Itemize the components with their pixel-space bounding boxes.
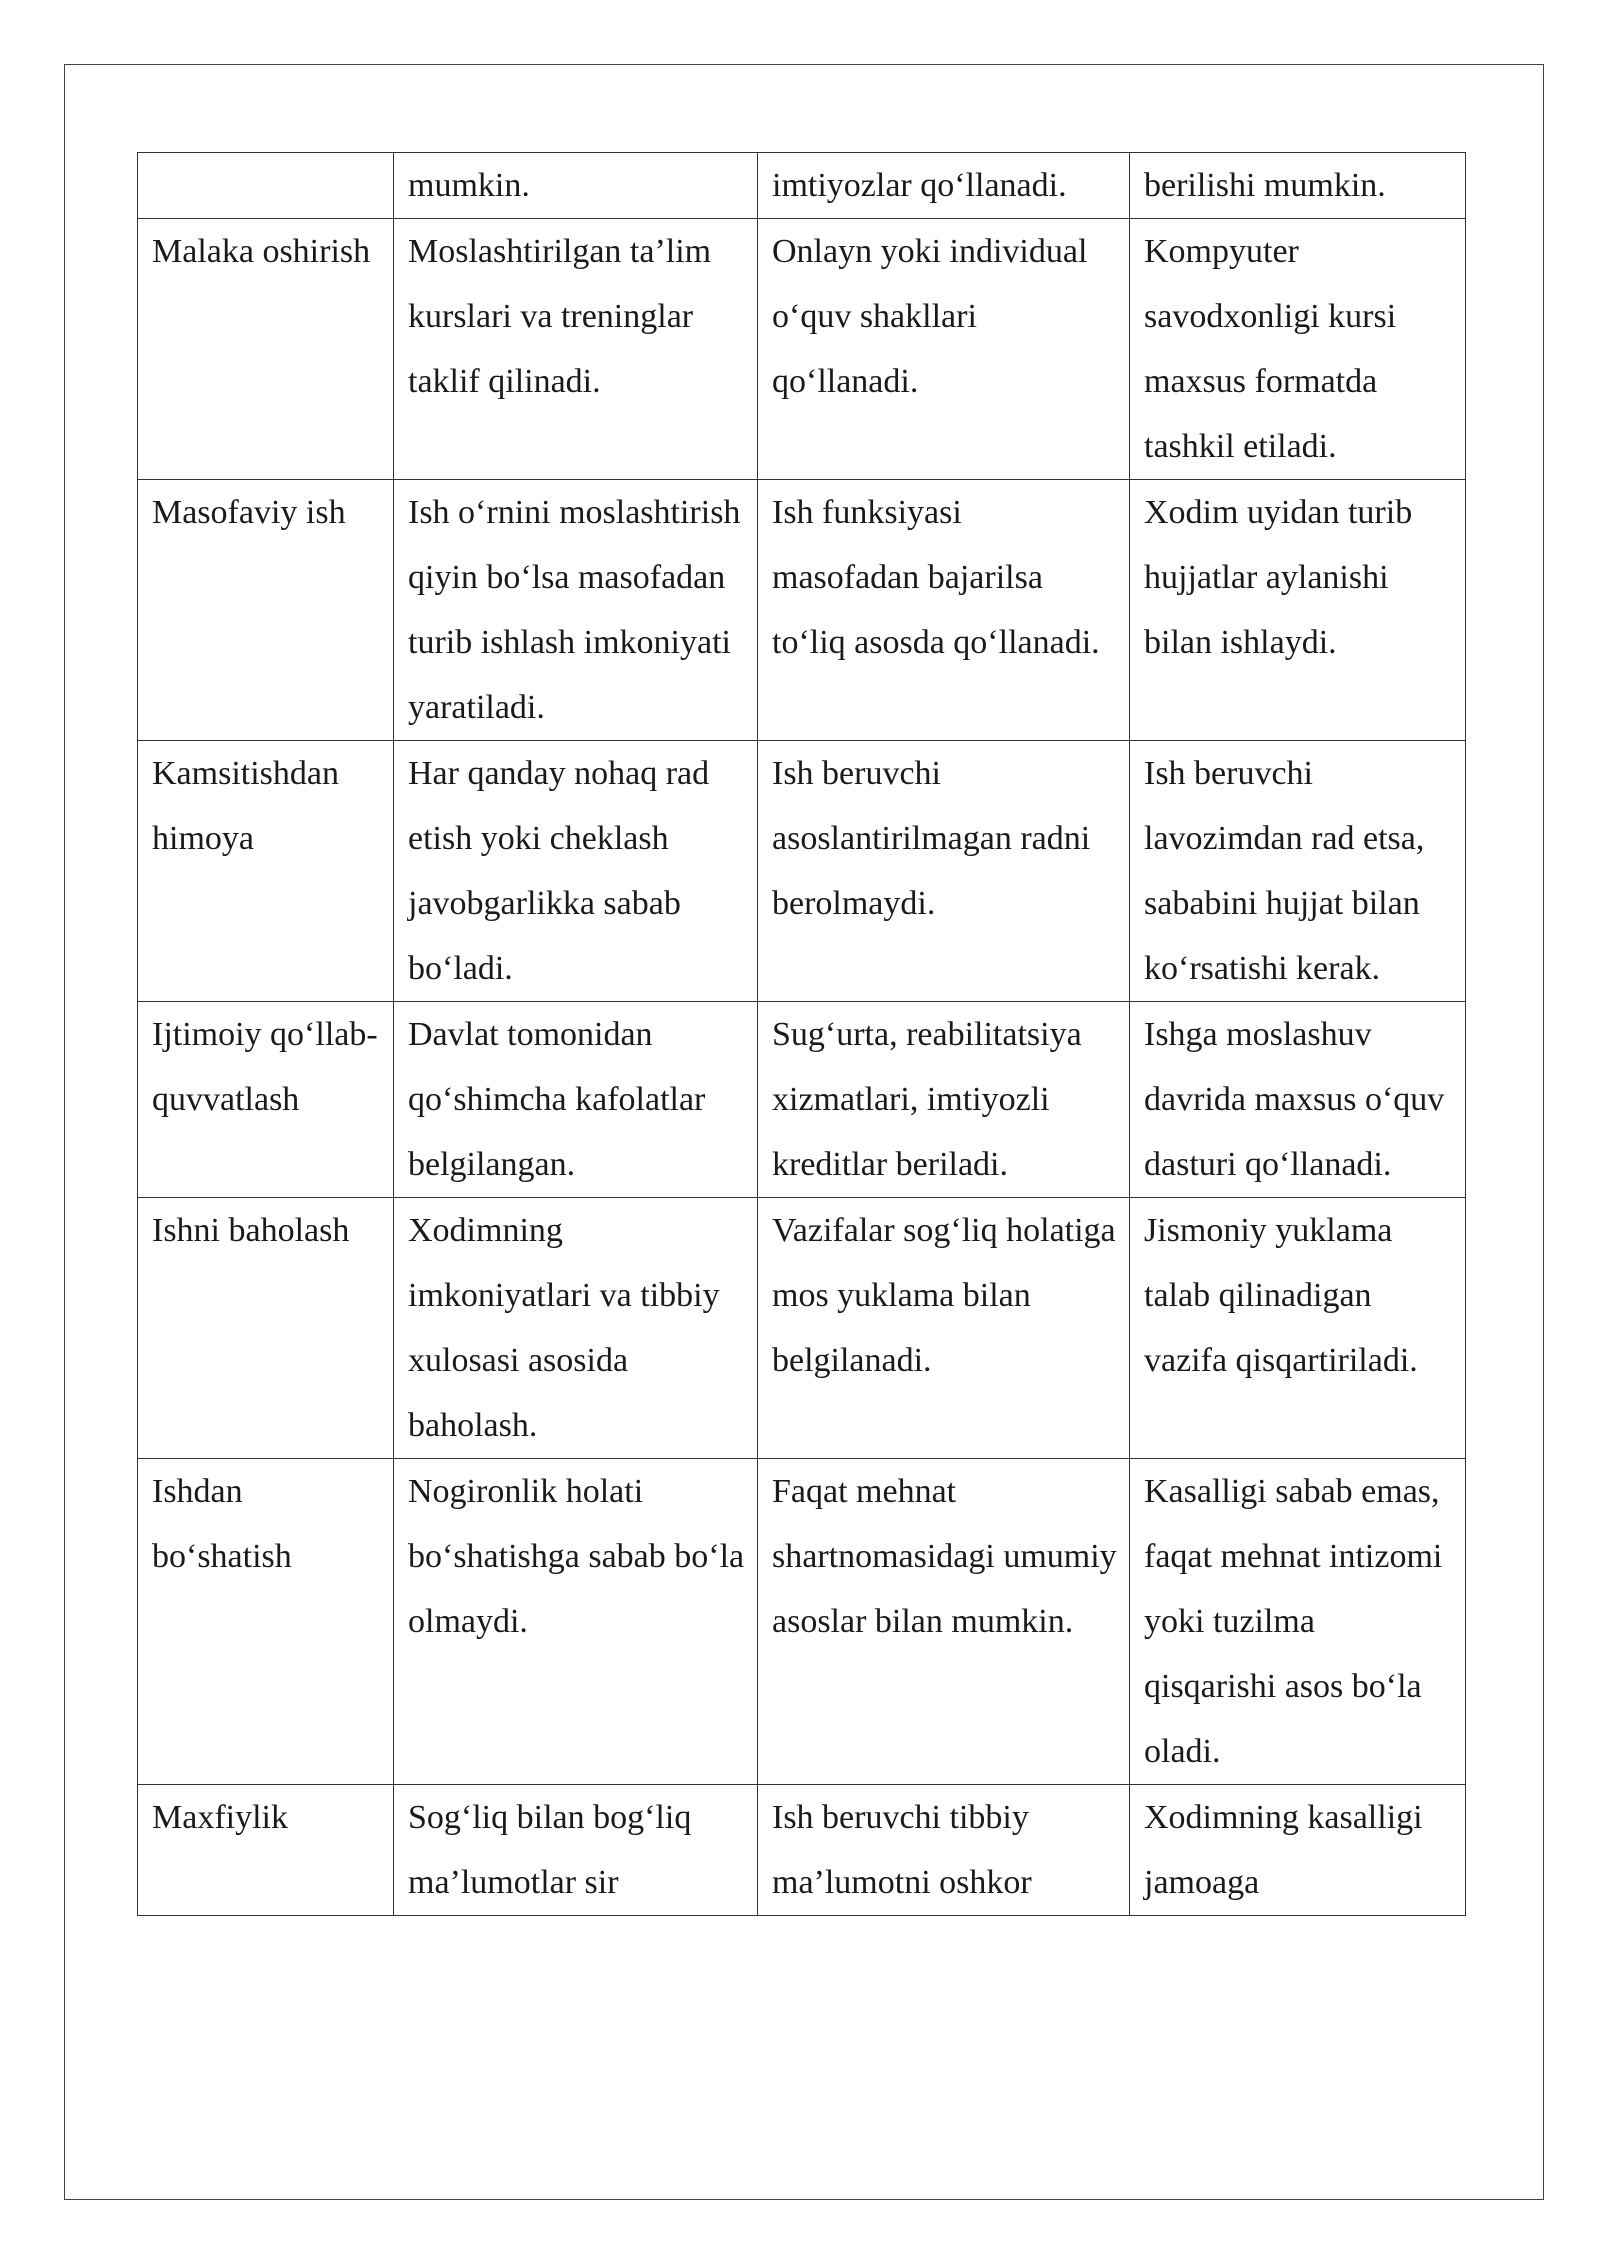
table-row (138, 741, 1466, 1002)
table-cell: Ish o‘rnini moslashtirish qiyin bo‘lsa masofadan turib ishlash imkoniyati yaratiladi. (394, 480, 758, 741)
table-row (138, 480, 1466, 741)
row-label-cell: Masofaviy ish (138, 480, 394, 741)
row-label-cell: Ishdan bo‘shatish (138, 1459, 394, 1785)
table-cell: Kasalligi sabab emas, faqat mehnat intizomi yoki tuzilma qisqarishi asos bo‘la oladi. (1130, 1459, 1466, 1785)
table-cell: Xodim uyidan turib hujjatlar aylanishi bilan ishlaydi. (1130, 480, 1466, 741)
table-cell: Ish funksiyasi masofadan bajarilsa to‘liq asosda qo‘llanadi. (758, 480, 1130, 741)
table-cell: Sog‘liq bilan bog‘liq ma’lumotlar sir (394, 1785, 758, 1916)
table-cell: berilishi mumkin. (1130, 153, 1466, 219)
table-cell: Faqat mehnat shartnomasidagi umumiy asoslar bilan mumkin. (758, 1459, 1130, 1785)
table-cell: Onlayn yoki individual o‘quv shakllari qo‘llanadi. (758, 219, 1130, 480)
table-row (138, 1198, 1466, 1459)
table-cell: mumkin. (394, 153, 758, 219)
table-row (138, 1002, 1466, 1198)
row-label-cell: Ishni baholash (138, 1198, 394, 1459)
table-row (138, 219, 1466, 480)
table-row (138, 1785, 1466, 1916)
row-label-cell: Maxfiylik (138, 1785, 394, 1916)
table-cell: Kompyuter savodxonligi kursi maxsus formatda tashkil etiladi. (1130, 219, 1466, 480)
comparison-table (137, 152, 1466, 1916)
table-cell: Vazifalar sog‘liq holatiga mos yuklama bilan belgilanadi. (758, 1198, 1130, 1459)
table-cell: Ish beruvchi tibbiy ma’lumotni oshkor (758, 1785, 1130, 1916)
row-label-cell: Malaka oshirish (138, 219, 394, 480)
table-row (138, 153, 1466, 219)
row-label-cell: Ijtimoiy qo‘llab-quvvatlash (138, 1002, 394, 1198)
table-row (138, 1459, 1466, 1785)
table-cell: Jismoniy yuklama talab qilinadigan vazifa qisqartiriladi. (1130, 1198, 1466, 1459)
table-cell: Xodimning imkoniyatlari va tibbiy xulosasi asosida baholash. (394, 1198, 758, 1459)
table-cell: Sug‘urta, reabilitatsiya xizmatlari, imtiyozli kreditlar beriladi. (758, 1002, 1130, 1198)
table-cell: Moslashtirilgan ta’lim kurslari va treninglar taklif qilinadi. (394, 219, 758, 480)
row-label-cell (138, 153, 394, 219)
table-cell: imtiyozlar qo‘llanadi. (758, 153, 1130, 219)
table-cell: Ishga moslashuv davrida maxsus o‘quv dasturi qo‘llanadi. (1130, 1002, 1466, 1198)
table-cell: Davlat tomonidan qo‘shimcha kafolatlar belgilangan. (394, 1002, 758, 1198)
table-cell: Ish beruvchi asoslantirilmagan radni berolmaydi. (758, 741, 1130, 1002)
table-cell: Ish beruvchi lavozimdan rad etsa, sababini hujjat bilan ko‘rsatishi kerak. (1130, 741, 1466, 1002)
table-cell: Nogironlik holati bo‘shatishga sabab bo‘la olmaydi. (394, 1459, 758, 1785)
row-label-cell: Kamsitishdan himoya (138, 741, 394, 1002)
table-cell: Xodimning kasalligi jamoaga (1130, 1785, 1466, 1916)
table-cell: Har qanday nohaq rad etish yoki cheklash javobgarlikka sabab bo‘ladi. (394, 741, 758, 1002)
